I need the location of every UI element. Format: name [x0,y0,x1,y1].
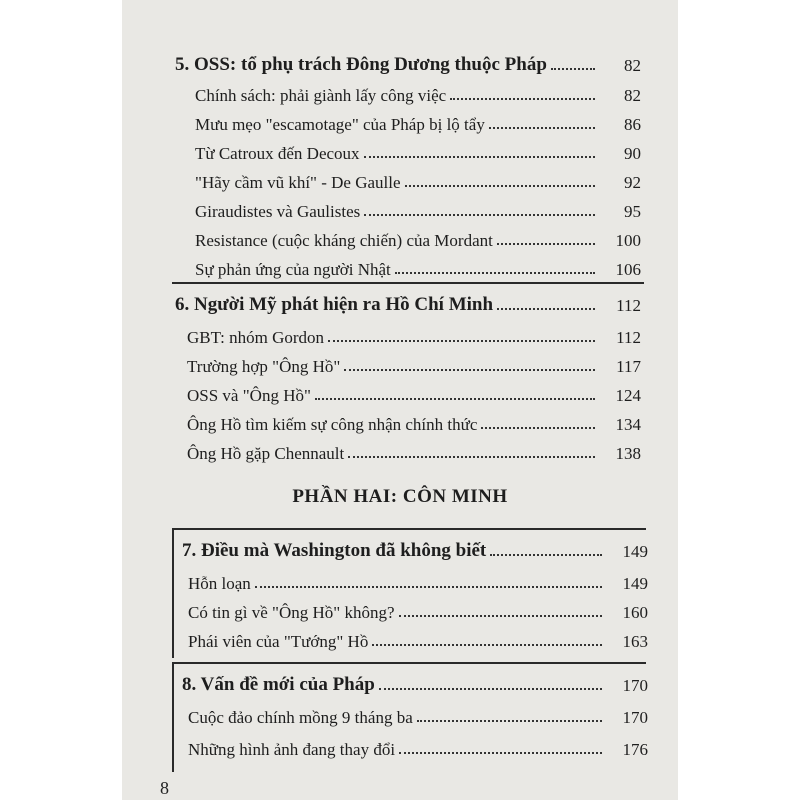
page-ref: 112 [616,328,641,347]
page-ref: 112 [616,296,641,315]
dot-leader [372,643,602,646]
toc-sub-entry[interactable] [188,593,648,623]
toc-sub-entry[interactable] [195,192,641,222]
page-ref: 163 [622,632,648,651]
toc-sub-entry[interactable] [187,376,641,406]
toc-section-chapter-7 [182,530,648,650]
toc-chapter-entry[interactable] [175,46,641,76]
toc-chapter-entry[interactable] [182,666,648,696]
entry-title: Giraudistes và Gaulistes [195,202,361,221]
dot-leader [497,242,595,245]
toc-sub-entry[interactable] [187,318,641,348]
chapter-title: 8. Vấn đề mới của Pháp [182,674,375,695]
page-ref: 95 [624,202,641,221]
page-ref: 92 [624,173,641,192]
entry-title: Sự phản ứng của người Nhật [195,260,391,279]
dot-leader [364,213,595,216]
entry-title: Từ Catroux đến Decoux [195,144,360,163]
toc-sub-entry[interactable] [195,163,641,193]
dot-leader [344,368,595,371]
toc-sub-entry[interactable] [195,134,641,164]
entry-title: GBT: nhóm Gordon [187,328,325,347]
chapter-title: 7. Điều mà Washington đã không biết [182,540,487,561]
dot-leader [348,455,595,458]
toc-sub-entry[interactable] [195,76,641,106]
dot-leader [399,614,602,617]
section-divider [172,662,174,772]
entry-title: OSS và "Ông Hồ" [187,386,311,405]
toc-sub-entry[interactable] [188,622,648,652]
section-divider [172,528,174,658]
page-ref: 149 [622,574,648,593]
dot-leader [255,585,602,588]
entry-title: Ông Hồ tìm kiếm sự công nhận chính thức [187,415,478,434]
toc-sub-entry[interactable] [195,250,641,280]
page-ref: 90 [624,144,641,163]
entry-title: Những hình ảnh đang thay đổi [188,740,396,759]
entry-title: Phái viên của "Tướng" Hồ [188,632,369,651]
chapter-title: 5. OSS: tổ phụ trách Đông Dương thuộc Pháp [175,54,547,75]
entry-title: Cuộc đảo chính mồng 9 tháng ba [188,708,413,727]
toc-sub-entry[interactable] [195,221,641,251]
toc-sub-entry[interactable] [188,730,648,760]
page-ref: 170 [622,676,648,695]
dot-leader [551,67,595,70]
page-ref: 170 [622,708,648,727]
dot-leader [481,426,595,429]
toc-section-chapter-5 [175,44,641,286]
page-ref: 117 [616,357,641,376]
page-ref: 176 [622,740,648,759]
toc-chapter-entry[interactable] [182,532,648,562]
dot-leader [379,687,602,690]
toc-section-chapter-6 [175,282,641,472]
page-ref: 100 [615,231,641,250]
page-ref: 160 [622,603,648,622]
dot-leader [497,307,595,310]
dot-leader [395,271,595,274]
toc-sub-entry[interactable] [195,105,641,135]
toc-sub-entry[interactable] [187,434,641,464]
toc-sub-entry[interactable] [187,405,641,435]
part-heading: PHẦN HAI: CÔN MINH [292,486,508,507]
toc-sub-entry[interactable] [188,698,648,728]
dot-leader [315,397,595,400]
page-ref: 86 [624,115,641,134]
entry-title: Có tin gì về "Ông Hồ" không? [188,603,395,622]
toc-sub-entry[interactable] [188,564,648,594]
dot-leader [328,339,595,342]
dot-leader [450,97,595,100]
page-ref: 82 [624,56,641,75]
entry-title: Hỗn loạn [188,574,251,593]
dot-leader [490,553,602,556]
entry-title: Resistance (cuộc kháng chiến) của Mordant [195,231,493,250]
page-ref: 82 [624,86,641,105]
entry-title: Ông Hồ gặp Chennault [187,444,345,463]
toc-chapter-entry[interactable] [175,286,641,316]
chapter-title: 6. Người Mỹ phát hiện ra Hồ Chí Minh [175,294,494,315]
page-ref: 124 [615,386,641,405]
entry-title: "Hãy cầm vũ khí" - De Gaulle [195,173,401,192]
entry-title: Trường hợp "Ông Hồ" [187,357,341,376]
page-ref: 149 [622,542,648,561]
dot-leader [417,719,602,722]
entry-title: Mưu mẹo "escamotage" của Pháp bị lộ tẩy [195,115,485,134]
page-number: 8 [160,778,169,798]
dot-leader [405,184,595,187]
entry-title: Chính sách: phải giành lấy công việc [195,86,447,105]
dot-leader [399,751,602,754]
toc-section-chapter-8 [182,664,648,774]
page-ref: 134 [615,415,641,434]
dot-leader [364,155,595,158]
page-ref: 106 [615,260,641,279]
dot-leader [489,126,595,129]
toc-sub-entry[interactable] [187,347,641,377]
page-ref: 138 [615,444,641,463]
